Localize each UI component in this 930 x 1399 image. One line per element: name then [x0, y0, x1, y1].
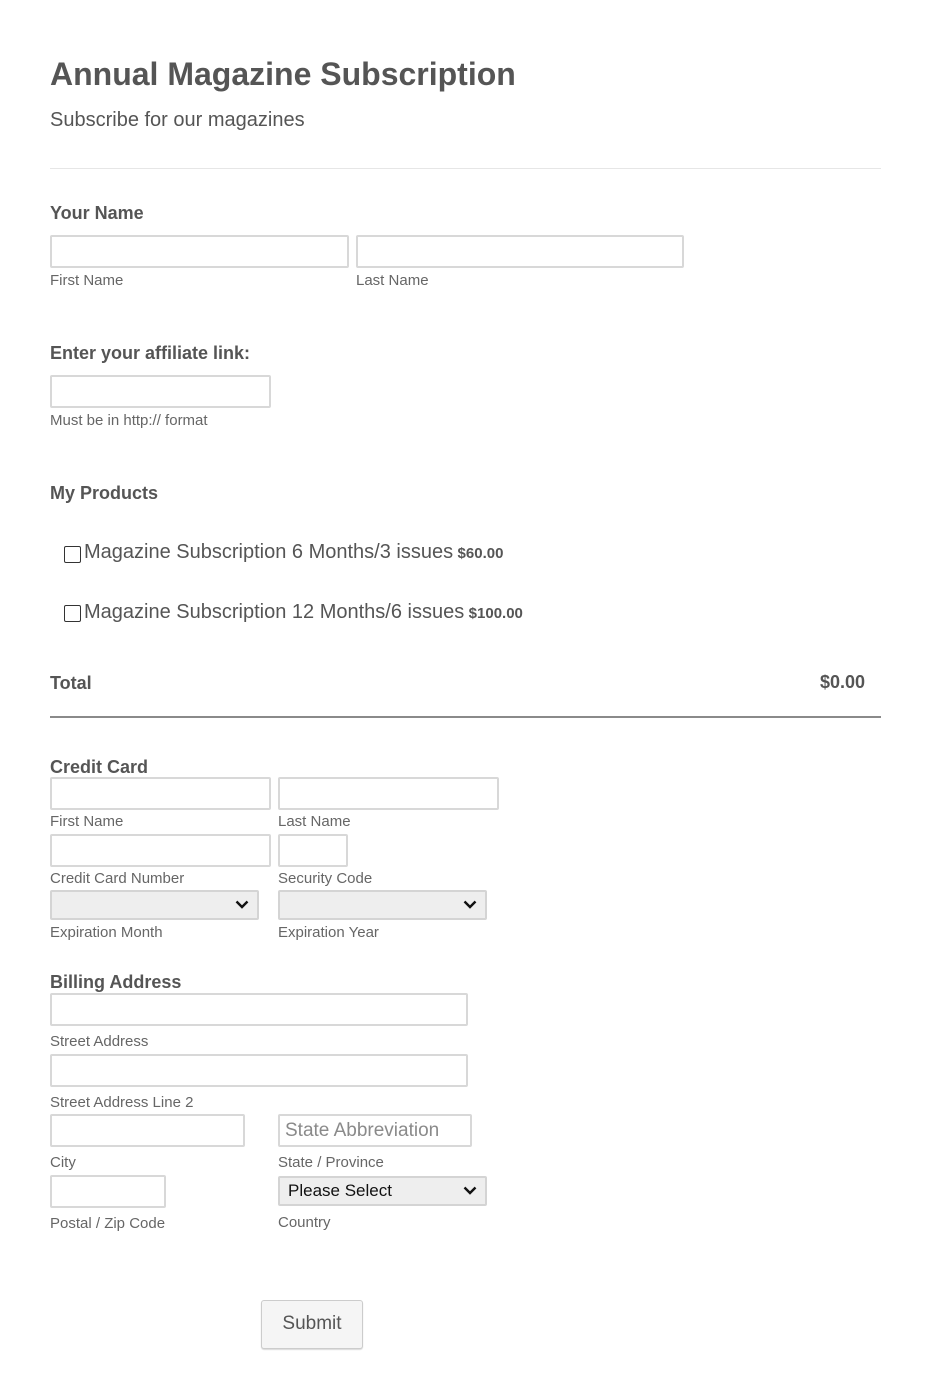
my-products-label: My Products — [50, 483, 159, 503]
country-sublabel: Country — [278, 1214, 331, 1231]
first-name-input[interactable] — [50, 235, 349, 268]
product-2-item[interactable] — [84, 601, 523, 624]
expiration-year-select[interactable] — [278, 890, 487, 920]
product-2-name: Magazine Subscription 12 Months/6 issues — [84, 601, 465, 623]
total-value: $0.00 — [819, 672, 865, 692]
zip-code-sublabel: Postal / Zip Code — [50, 1215, 166, 1232]
last-name-input[interactable] — [356, 235, 684, 268]
product-1-item[interactable] — [84, 541, 503, 564]
affiliate-sublabel: Must be in http:// format — [50, 412, 208, 429]
chevron-down-icon — [463, 900, 477, 910]
cc-security-code-input[interactable] — [278, 834, 348, 867]
country-select[interactable] — [278, 1176, 487, 1206]
affiliate-label: Enter your affiliate link: — [50, 343, 251, 363]
header-divider — [50, 168, 881, 169]
affiliate-link-input[interactable] — [50, 375, 271, 408]
zip-code-input[interactable] — [50, 1175, 166, 1208]
submit-button[interactable]: Submit — [261, 1300, 363, 1349]
cc-last-name-input[interactable] — [278, 777, 499, 810]
cc-first-name-sublabel: First Name — [50, 813, 124, 830]
product-2-checkbox[interactable] — [64, 605, 81, 622]
cc-number-input[interactable] — [50, 834, 271, 867]
cc-number-sublabel: Credit Card Number — [50, 870, 185, 887]
product-1-name: Magazine Subscription 6 Months/3 issues — [84, 541, 454, 563]
exp-month-sublabel: Expiration Month — [50, 924, 163, 941]
credit-card-label: Credit Card — [50, 757, 149, 777]
total-label: Total — [50, 673, 92, 693]
form-title: Annual Magazine Subscription — [50, 56, 516, 92]
product-1-checkbox[interactable] — [64, 546, 81, 563]
city-sublabel: City — [50, 1154, 76, 1171]
your-name-label: Your Name — [50, 203, 144, 223]
expiration-month-select[interactable] — [50, 890, 259, 920]
street-address-2-sublabel: Street Address Line 2 — [50, 1094, 194, 1111]
product-1-price: $60.00 — [457, 545, 504, 562]
state-sublabel: State / Province — [278, 1154, 384, 1171]
billing-address-label: Billing Address — [50, 972, 182, 992]
cc-security-sublabel: Security Code — [278, 870, 373, 887]
chevron-down-icon — [235, 900, 249, 910]
state-input[interactable] — [278, 1114, 472, 1147]
exp-year-sublabel: Expiration Year — [278, 924, 379, 941]
form-subtitle: Subscribe for our magazines — [50, 109, 305, 131]
country-value: Please Select — [288, 1181, 392, 1200]
last-name-sublabel: Last Name — [356, 272, 429, 289]
street-address-2-input[interactable] — [50, 1054, 468, 1087]
total-divider — [50, 716, 881, 718]
cc-first-name-input[interactable] — [50, 777, 271, 810]
product-2-price: $100.00 — [468, 605, 523, 622]
chevron-down-icon — [463, 1186, 477, 1196]
street-address-sublabel: Street Address — [50, 1033, 149, 1050]
city-input[interactable] — [50, 1114, 245, 1147]
street-address-input[interactable] — [50, 993, 468, 1026]
first-name-sublabel: First Name — [50, 272, 124, 289]
cc-last-name-sublabel: Last Name — [278, 813, 351, 830]
